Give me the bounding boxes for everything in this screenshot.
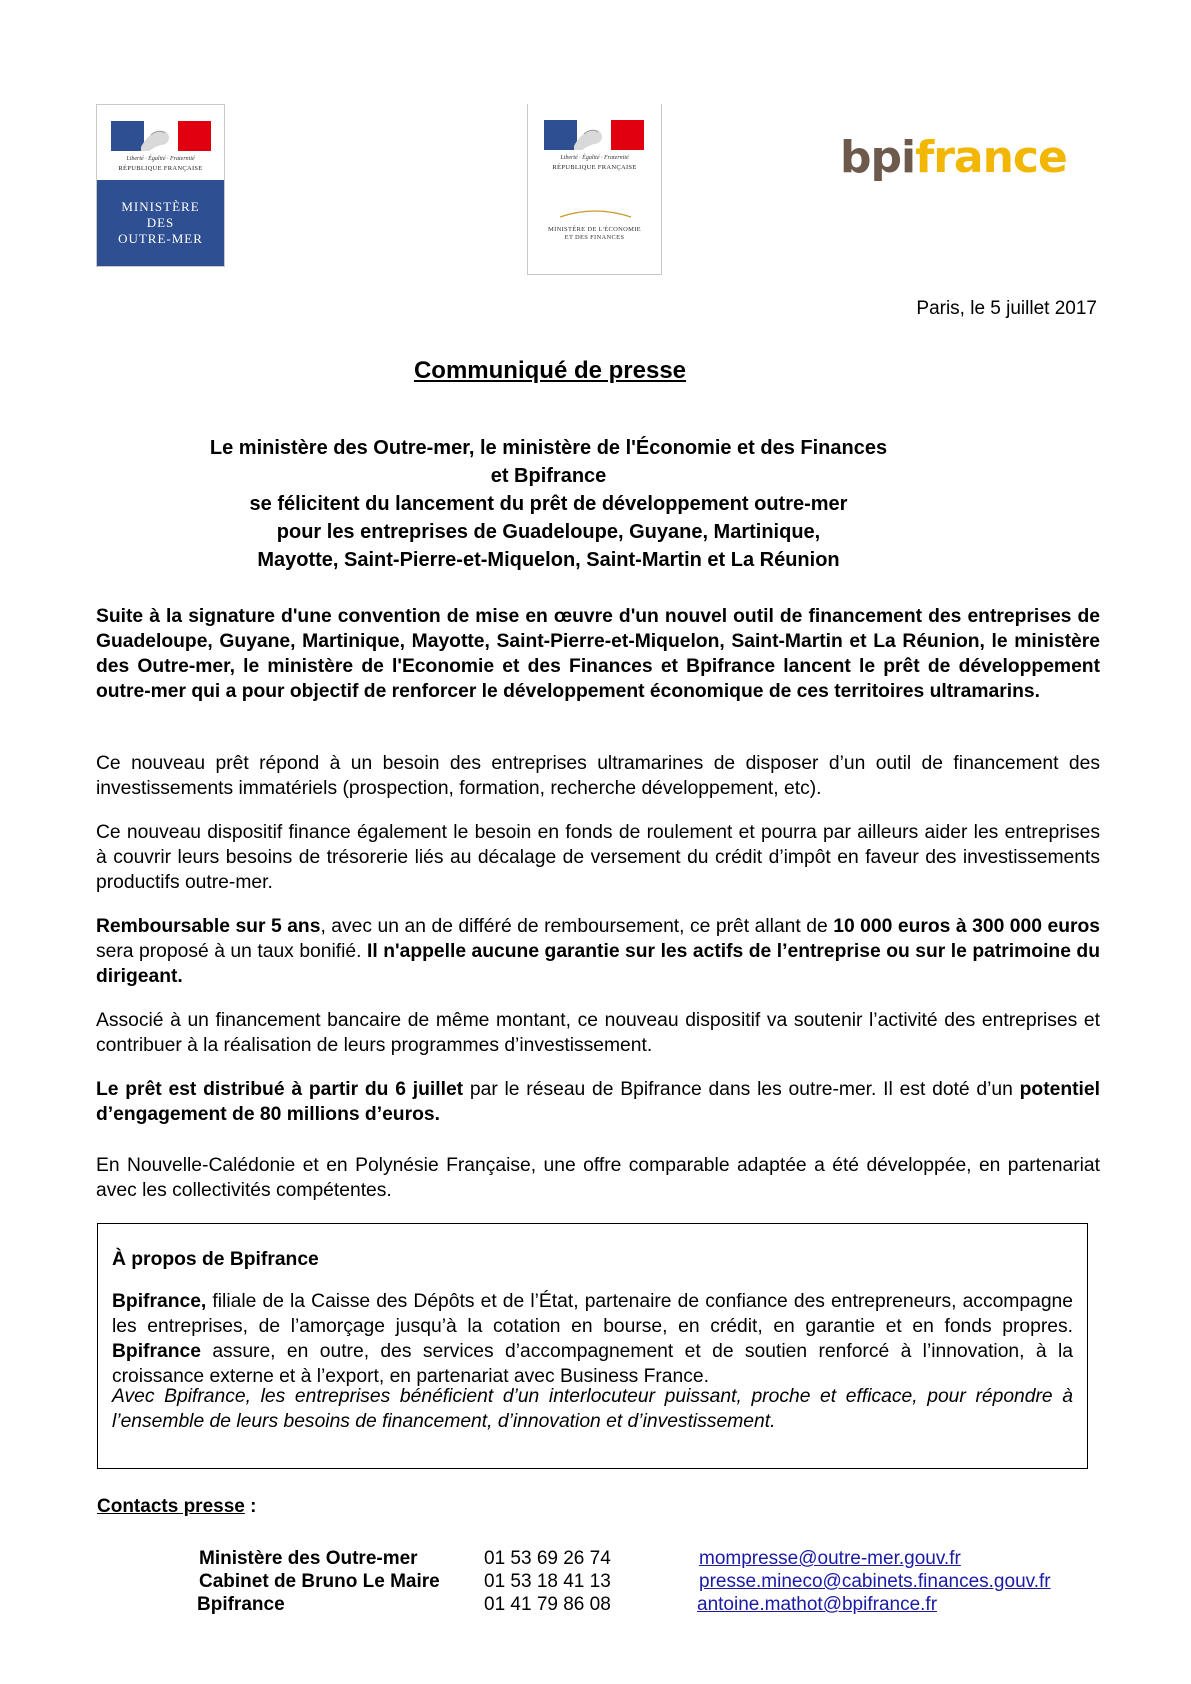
- about-box: [97, 1223, 1088, 1469]
- contact-row: [0, 1548, 1191, 1572]
- date: Paris, le 5 juillet 2017: [916, 298, 1097, 319]
- bold-text: Il n'appelle aucune garantie sur les actifs de l’entreprise ou sur le patrimoine du dirigeant.: [96, 941, 1100, 987]
- bold-text: Remboursable sur 5 ans: [96, 916, 321, 937]
- headline-line: se félicitent du lancement du prêt de développement outre-mer: [249, 493, 848, 515]
- contact-name: Ministère des Outre-mer: [199, 1548, 418, 1569]
- contact-name: Bpifrance: [197, 1594, 285, 1615]
- text: par le réseau de Bpifrance dans les outre-mer. Il est doté d’un: [463, 1079, 1020, 1100]
- bold-text: Le prêt est distribué à partir du 6 juillet: [96, 1079, 464, 1100]
- republique-francaise: RÉPUBLIQUE FRANÇAISE: [118, 165, 203, 172]
- intro-paragraph: Suite à la signature d'une convention de mise en œuvre d'un nouvel outil de financement des entreprises de Guadeloupe, Guyane, Martinique, Mayotte, Saint-Pierre-et-Miquelon, Saint-Martin et La Réunion, le ministère des Outre-mer, le ministère de l'Economie et des Finances et Bpifrance lancent le prêt de développement outre-mer qui a pour objectif de renforcer le développement économique de ces territoires ultramarins.: [96, 606, 1100, 702]
- ministere-name: [97, 180, 224, 266]
- paragraph-terms: [96, 914, 1100, 989]
- headline-line: Mayotte, Saint-Pierre-et-Miquelon, Saint-Martin et La Réunion: [257, 549, 840, 571]
- contact-row: [0, 1571, 1191, 1595]
- page-title: Communiqué de presse: [413, 357, 687, 384]
- paragraph: Ce nouveau prêt répond à un besoin des entreprises ultramarines de disposer d’un outil de financement des investissements immatériels (prospection, formation, recherche développement, etc).: [96, 753, 1100, 799]
- contact-email-link[interactable]: antoine.mathot@bpifrance.fr: [697, 1594, 938, 1615]
- paragraph: En Nouvelle-Calédonie et en Polynésie Française, une offre comparable adaptée a été développée, en partenariat avec les collectivités compétentes.: [96, 1155, 1100, 1201]
- contact-name: Cabinet de Bruno Le Maire: [199, 1571, 440, 1592]
- france-text: france: [915, 132, 1067, 183]
- ministere-economie-name: [528, 226, 661, 242]
- motto: Liberté · Égalité · Fraternité: [560, 155, 629, 161]
- mef-line-2: ET DES FINANCES: [564, 234, 625, 241]
- marianne-icon: [544, 120, 644, 150]
- text: , avec un an de différé de remboursement, ce prêt allant de: [320, 916, 834, 937]
- headline-line: Le ministère des Outre-mer, le ministère de l'Économie et des Finances: [209, 437, 888, 459]
- text: assure, en outre, des services d’accompagnement et de soutien renforcé à l’innovation, à la croissance externe et à l’export, en partenariat avec Business France.: [112, 1341, 1073, 1387]
- paragraph: Associé à un financement bancaire de même montant, ce nouveau dispositif va soutenir l’activité des entreprises et contribuer à la réalisation de leurs programmes d’investissement.: [96, 1010, 1100, 1056]
- contact-row: [0, 1594, 1191, 1618]
- motto: Liberté · Égalité · Fraternité: [126, 156, 195, 162]
- logo-ministere-economie: [527, 104, 662, 275]
- mef-line-1: MINISTÈRE DE L'ÉCONOMIE: [548, 226, 641, 233]
- ministere-line-1: MINISTÈRE: [121, 199, 200, 214]
- bold-text: Bpifrance: [112, 1341, 201, 1362]
- marianne-icon: [111, 121, 211, 151]
- bold-text: potentiel d’engagement de 80 millions d’euros.: [96, 1079, 1100, 1125]
- headline-line: et Bpifrance: [490, 465, 607, 487]
- bold-text: Bpifrance,: [112, 1291, 207, 1312]
- republique-francaise: RÉPUBLIQUE FRANÇAISE: [552, 164, 637, 171]
- about-title: À propos de Bpifrance: [112, 1249, 319, 1270]
- ministere-line-3: OUTRE-MER: [118, 231, 203, 246]
- headline: [96, 434, 1001, 574]
- contacts-title-text: Contacts presse: [97, 1496, 245, 1517]
- logo-bpifrance: [840, 133, 1067, 183]
- text: filiale de la Caisse des Dépôts et de l’État, partenaire de confiance des entrepreneurs, accompagne les entreprises, de l’amorçage jusqu’à la cotation en bourse, en crédit, en garantie et en fonds propres.: [112, 1291, 1073, 1337]
- contact-phone: 01 53 69 26 74: [484, 1548, 611, 1569]
- about-tagline: Avec Bpifrance, les entreprises bénéficient d’un interlocuteur puissant, proche et efficace, pour répondre à l’ensemble de leurs besoins de financement, d’innovation et d’investissement.: [112, 1386, 1073, 1432]
- colon: :: [244, 1496, 257, 1517]
- logo-ministere-outre-mer: [96, 104, 225, 267]
- bpi-text: bpi: [840, 132, 916, 183]
- contact-email-link[interactable]: presse.mineco@cabinets.finances.gouv.fr: [699, 1571, 1051, 1592]
- contacts-title: [97, 1496, 256, 1518]
- paragraph: Ce nouveau dispositif finance également le besoin en fonds de roulement et pourra par ailleurs aider les entreprises à couvrir leurs besoins de trésorerie liés au décalage de versement du crédit d’impôt en faveur des investissements productifs outre-mer.: [96, 822, 1100, 893]
- text: sera proposé à un taux bonifié.: [96, 941, 368, 962]
- contact-email-link[interactable]: mompresse@outre-mer.gouv.fr: [699, 1548, 961, 1569]
- arc-ornament-icon: [558, 208, 633, 218]
- contact-phone: 01 41 79 86 08: [484, 1594, 611, 1615]
- paragraph-distribution: [96, 1077, 1100, 1127]
- headline-line: pour les entreprises de Guadeloupe, Guyane, Martinique,: [276, 521, 821, 543]
- contact-phone: 01 53 18 41 13: [484, 1571, 611, 1592]
- about-paragraph: [112, 1289, 1073, 1389]
- bold-text: 10 000 euros à 300 000 euros: [833, 916, 1100, 937]
- ministere-line-2: DES: [146, 215, 175, 230]
